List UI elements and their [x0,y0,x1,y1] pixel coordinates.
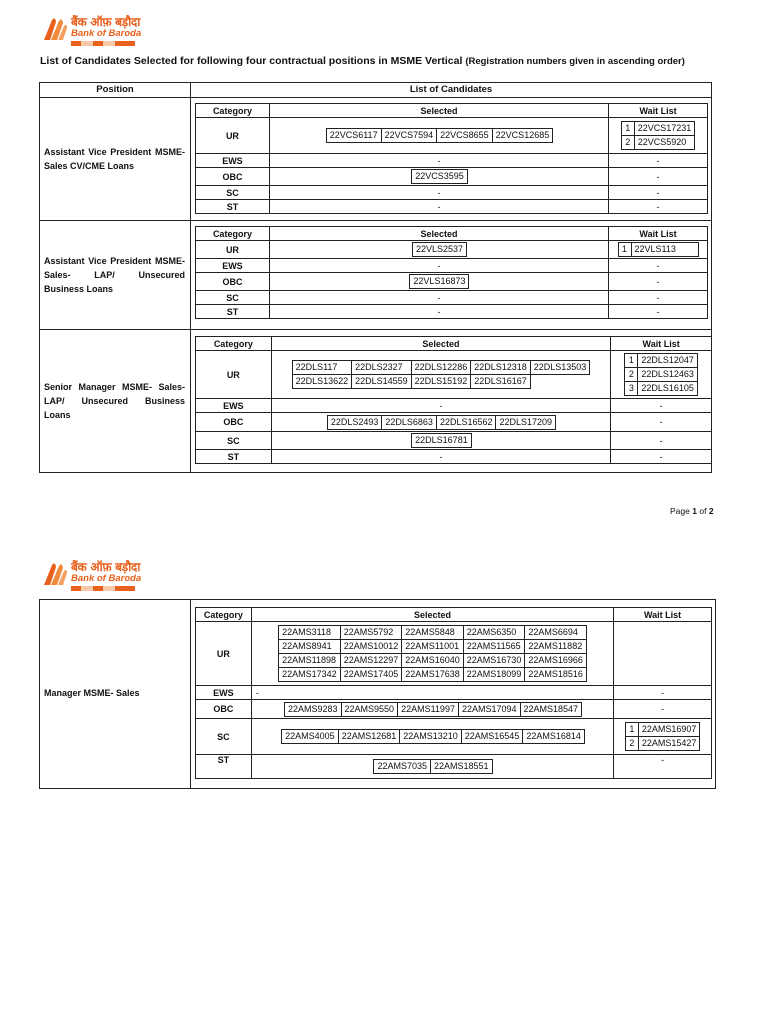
category-ur: UR [196,118,270,154]
reg-number: 22DLS13622 [293,375,353,389]
category-header: Category [196,227,270,241]
selected-sc [271,432,611,450]
waitlist-ews: - [614,686,712,700]
reg-number: 22VLS113 [632,243,699,257]
reg-number: 22DLS2493 [327,415,383,430]
page-prefix: Page [670,506,690,516]
category-ur: UR [196,622,252,686]
reg-number: 22AMS11565 [464,640,526,654]
reg-number: 22VCS6117 [326,128,382,143]
category-ews: EWS [196,259,270,273]
page-current: 1 [692,506,697,516]
selected-sc: - [269,291,608,305]
position-avp-cv-cme: Assistant Vice President MSME- Sales CV/CME Loans [44,147,185,171]
waitlist-obc: - [609,168,708,186]
inner-table-avp-lap [195,226,708,319]
waitlist-sc: - [609,186,708,200]
reg-number: 22VCS17231 [635,122,696,136]
wait-rank: 1 [626,723,639,737]
reg-number: 22AMS6350 [464,626,526,640]
waitlist-ur [609,241,708,259]
position-avp-lap: Assistant Vice President MSME- Sales- LAP/ Unsecured Business Loans [44,256,185,294]
category-st: ST [196,755,252,779]
baroda-sun-icon [42,561,68,587]
reg-number: 22AMS6694 [525,626,587,640]
logo-hindi: बैंक ऑफ़ बड़ौदा [71,560,141,574]
wait-list-header: Wait List [609,227,708,241]
selected-st: - [271,450,611,464]
reg-number: 22AMS8941 [279,640,341,654]
inner-table-sm-lap [195,336,712,464]
inner-table-avp-cv [195,103,708,214]
col-candidates-header: List of Candidates [409,84,493,95]
selected-ur [271,351,611,399]
waitlist-obc: - [609,273,708,291]
page-of: of [699,506,707,516]
reg-number: 22DLS16781 [411,433,472,448]
wait-rank: 2 [625,368,638,382]
waitlist-st: - [609,200,708,214]
reg-number: 22AMS16040 [402,654,464,668]
waitlist-sc [614,719,712,755]
bank-logo-page2 [42,561,141,591]
selected-header: Selected [269,227,608,241]
wait-list-header: Wait List [614,608,712,622]
reg-number: 22AMS17342 [279,668,341,682]
selected-obc [269,168,608,186]
category-ews: EWS [196,399,272,413]
selected-st [251,755,613,779]
reg-number: 22VCS5920 [635,136,696,150]
reg-number: 22AMS16814 [522,729,585,744]
category-ews: EWS [196,686,252,700]
reg-number: 22DLS12047 [638,354,698,368]
waitlist-obc: - [614,700,712,719]
selected-header: Selected [269,104,608,118]
category-sc: SC [196,291,270,305]
selected-ur [269,118,608,154]
reg-number: 22AMS7035 [373,759,431,774]
wait-list-header: Wait List [609,104,708,118]
waitlist-obc: - [611,413,712,432]
waitlist-st: - [611,450,712,464]
category-header: Category [196,104,270,118]
category-obc: OBC [196,273,270,291]
reg-number: 22AMS11001 [402,640,464,654]
waitlist-ews: - [609,259,708,273]
reg-number: 22DLS12463 [638,368,698,382]
reg-number: 22AMS3118 [279,626,341,640]
logo-english: Bank of Baroda [71,28,142,39]
selected-obc [269,273,608,291]
selected-obc [251,700,613,719]
wait-rank: 2 [622,136,635,150]
heading-note: (Registration numbers given in ascending order) [465,56,685,67]
wait-rank: 1 [625,354,638,368]
reg-number: 22AMS5792 [341,626,403,640]
wait-rank: 1 [622,122,635,136]
waitlist-ur [614,622,712,686]
reg-number: 22DLS12318 [471,361,531,375]
selected-sc [251,719,613,755]
selected-st: - [269,200,608,214]
waitlist-sc: - [609,291,708,305]
logo-strip [71,41,141,46]
reg-number: 22AMS16730 [464,654,526,668]
category-st: ST [196,200,270,214]
reg-number: 22AMS13210 [399,729,462,744]
category-st: ST [196,305,270,319]
reg-number: 22AMS10012 [341,640,403,654]
selected-ews: - [251,686,613,700]
reg-number: 22AMS12681 [338,729,401,744]
category-obc: OBC [196,168,270,186]
reg-number: 22DLS16105 [638,382,698,396]
page-heading [40,55,730,67]
logo-strip [71,586,141,591]
reg-number: 22AMS12297 [341,654,403,668]
reg-number: 22AMS11997 [397,702,459,717]
bank-logo [42,16,141,46]
selected-ews: - [269,154,608,168]
reg-number: 22AMS18547 [520,702,583,717]
reg-number: 22DLS14559 [352,375,412,389]
reg-number: 22VLS2537 [412,242,467,257]
reg-number: 22AMS18516 [525,668,587,682]
reg-number: 22DLS16167 [471,375,531,389]
reg-number: 22VLS16873 [409,274,469,289]
reg-number: 22AMS9283 [284,702,342,717]
reg-number: 22VCS8655 [436,128,493,143]
waitlist-sc: - [611,432,712,450]
waitlist-st: - [614,755,712,779]
wait-rank: 2 [626,737,639,751]
wait-rank: 1 [619,243,632,257]
reg-number: 22VCS7594 [381,128,438,143]
reg-number: 22AMS11882 [525,640,587,654]
reg-number: 22VCS3595 [411,169,468,184]
reg-number: 22AMS16907 [639,723,701,737]
col-position-header: Position [96,84,134,95]
category-ews: EWS [196,154,270,168]
reg-number: 22DLS17209 [495,415,556,430]
inner-table-manager [195,607,712,779]
selected-header: Selected [271,337,611,351]
reg-number: 22AMS16545 [461,729,524,744]
waitlist-ur [609,118,708,154]
position-manager-msme-sales: Manager MSME- Sales [44,688,140,698]
waitlist-ews: - [611,399,712,413]
selected-header: Selected [251,608,613,622]
selected-obc [271,413,611,432]
logo-english: Bank of Baroda [71,573,142,584]
reg-number: 22DLS16562 [436,415,497,430]
reg-number: 22AMS4005 [281,729,339,744]
waitlist-ews: - [609,154,708,168]
reg-number: 22AMS15427 [639,737,701,751]
reg-number: 22AMS18099 [464,668,526,682]
page-number [670,506,714,516]
reg-number: 22VCS12685 [492,128,554,143]
category-header: Category [196,608,252,622]
wait-rank: 3 [625,382,638,396]
category-sc: SC [196,432,272,450]
waitlist-st: - [609,305,708,319]
reg-number: 22DLS15192 [412,375,472,389]
reg-number: 22AMS5848 [402,626,464,640]
reg-number: 22DLS12286 [412,361,472,375]
reg-number: 22DLS13503 [531,361,591,375]
category-header: Category [196,337,272,351]
reg-number: 22AMS9550 [341,702,399,717]
category-sc: SC [196,719,252,755]
category-obc: OBC [196,413,272,432]
category-sc: SC [196,186,270,200]
reg-number: 22DLS6863 [381,415,437,430]
selected-ews: - [271,399,611,413]
waitlist-ur [611,351,712,399]
baroda-sun-icon [42,16,68,42]
category-st: ST [196,450,272,464]
reg-number: 22AMS18551 [430,759,493,774]
page-total: 2 [708,506,714,516]
selected-ur [269,241,608,259]
position-sm-lap: Senior Manager MSME- Sales- LAP/ Unsecured Business Loans [44,382,185,420]
reg-number: 22AMS17405 [341,668,403,682]
category-ur: UR [196,351,272,399]
selected-ews: - [269,259,608,273]
reg-number: 22DLS2327 [352,361,412,375]
reg-number: 22DLS117 [293,361,353,375]
selected-sc: - [269,186,608,200]
selected-ur [251,622,613,686]
reg-number: 22AMS17638 [402,668,464,682]
category-obc: OBC [196,700,252,719]
selected-st: - [269,305,608,319]
reg-number: 22AMS16966 [525,654,587,668]
category-ur: UR [196,241,270,259]
wait-list-header: Wait List [611,337,712,351]
reg-number: 22AMS17094 [458,702,521,717]
reg-number: 22AMS11898 [279,654,341,668]
logo-hindi: बैंक ऑफ़ बड़ौदा [71,15,141,29]
heading-main: List of Candidates Selected for following four contractual positions in MSME Vertical [40,55,463,67]
